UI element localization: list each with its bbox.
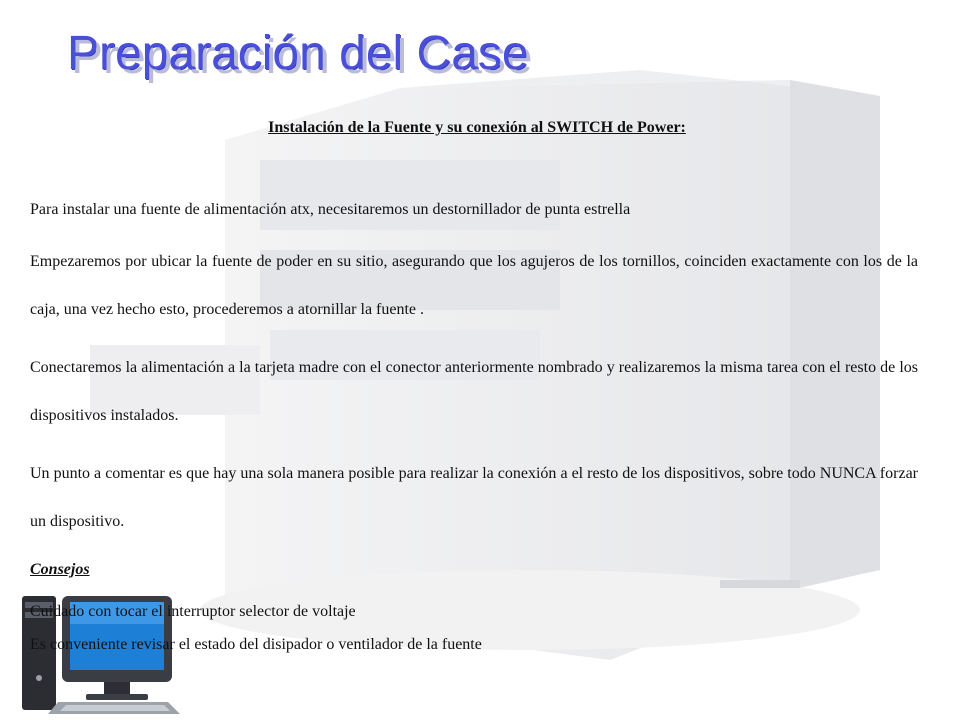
paragraph-tools: Para instalar una fuente de alimentación atx, necesitaremos un destornillador de punta estrella	[30, 201, 631, 218]
slide-title: Preparación del Case	[67, 27, 529, 80]
tip-item: Es conveniente revisar el estado del disipador o ventilador de la fuente	[30, 636, 482, 653]
slide-content	[30, 116, 918, 657]
section-subtitle: Instalación de la Fuente y su conexión al SWITCH de Power:	[268, 119, 686, 136]
paragraph-connection: Conectaremos la alimentación a la tarjeta madre con el conector anteriormente nombrado y realizaremos la misma tarea con el resto de los dispositivos instalados.	[30, 359, 918, 424]
paragraph-placement: Empezaremos por ubicar la fuente de poder en su sitio, asegurando que los agujeros de los tornillos, coinciden exactamente con los de la caja, una vez hecho esto, procederemos a atornillar la fuente .	[30, 253, 918, 318]
paragraph-warning: Un punto a comentar es que hay una sola manera posible para realizar la conexión a el resto de los dispositivos, sobre todo NUNCA forzar un dispositivo.	[30, 465, 918, 530]
tip-item: Cuidado con tocar el interruptor selector de voltaje	[30, 603, 356, 620]
consejos-heading: Consejos	[30, 561, 90, 578]
